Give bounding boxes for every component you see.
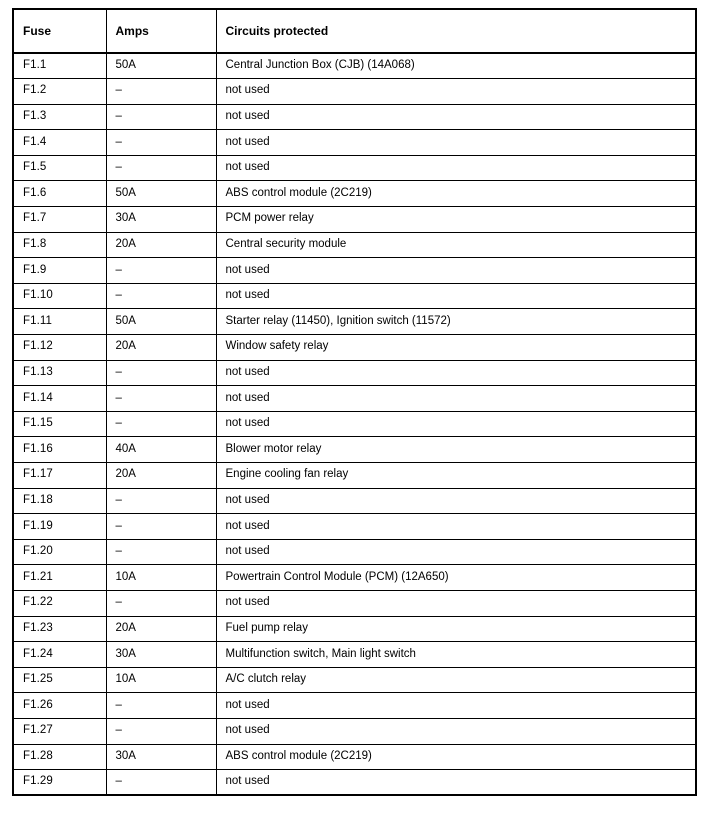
cell-amps: 20A (106, 463, 216, 489)
cell-circuit: not used (216, 130, 696, 156)
table-row (13, 437, 696, 463)
cell-amps: – (106, 411, 216, 437)
cell-circuit: PCM power relay (216, 207, 696, 233)
table-header-row (13, 9, 696, 53)
cell-circuit: Starter relay (11450), Ignition switch (11572) (216, 309, 696, 335)
column-header-amps: Amps (106, 9, 216, 53)
cell-amps: 20A (106, 232, 216, 258)
cell-fuse: F1.17 (13, 463, 106, 489)
cell-fuse: F1.5 (13, 155, 106, 181)
cell-amps: – (106, 539, 216, 565)
cell-amps: 50A (106, 181, 216, 207)
table-row (13, 283, 696, 309)
cell-amps: – (106, 130, 216, 156)
cell-fuse: F1.9 (13, 258, 106, 284)
table-row (13, 360, 696, 386)
cell-fuse: F1.3 (13, 104, 106, 130)
cell-circuit: not used (216, 718, 696, 744)
cell-amps: 20A (106, 616, 216, 642)
cell-fuse: F1.14 (13, 386, 106, 412)
table-header (13, 9, 696, 53)
cell-fuse: F1.16 (13, 437, 106, 463)
table-row (13, 693, 696, 719)
cell-circuit: ABS control module (2C219) (216, 181, 696, 207)
table-row (13, 718, 696, 744)
cell-fuse: F1.2 (13, 79, 106, 105)
cell-fuse: F1.1 (13, 53, 106, 79)
cell-circuit: not used (216, 386, 696, 412)
table-row (13, 539, 696, 565)
cell-circuit: not used (216, 539, 696, 565)
cell-amps: – (106, 693, 216, 719)
cell-amps: – (106, 79, 216, 105)
cell-circuit: not used (216, 360, 696, 386)
table-row (13, 744, 696, 770)
cell-amps: – (106, 488, 216, 514)
table-row (13, 309, 696, 335)
table-row (13, 667, 696, 693)
cell-amps: 30A (106, 744, 216, 770)
table-row (13, 79, 696, 105)
cell-amps: 50A (106, 53, 216, 79)
cell-amps: 50A (106, 309, 216, 335)
cell-fuse: F1.20 (13, 539, 106, 565)
cell-amps: – (106, 718, 216, 744)
table-row (13, 232, 696, 258)
table-row (13, 130, 696, 156)
column-header-circuits-protected: Circuits protected (216, 9, 696, 53)
cell-circuit: Engine cooling fan relay (216, 463, 696, 489)
column-header-fuse: Fuse (13, 9, 106, 53)
cell-fuse: F1.23 (13, 616, 106, 642)
cell-circuit: not used (216, 693, 696, 719)
table-body (13, 53, 696, 795)
cell-amps: 10A (106, 565, 216, 591)
cell-amps: – (106, 386, 216, 412)
cell-amps: 20A (106, 335, 216, 361)
cell-circuit: not used (216, 258, 696, 284)
cell-amps: – (106, 514, 216, 540)
table-row (13, 181, 696, 207)
fuse-table (12, 8, 697, 796)
cell-circuit: Central security module (216, 232, 696, 258)
cell-circuit: Fuel pump relay (216, 616, 696, 642)
table-row (13, 335, 696, 361)
cell-circuit: ABS control module (2C219) (216, 744, 696, 770)
cell-circuit: Blower motor relay (216, 437, 696, 463)
table-row (13, 590, 696, 616)
table-row (13, 53, 696, 79)
cell-amps: 30A (106, 642, 216, 668)
cell-amps: – (106, 283, 216, 309)
cell-circuit: not used (216, 411, 696, 437)
table-row (13, 488, 696, 514)
table-row (13, 386, 696, 412)
cell-amps: – (106, 258, 216, 284)
cell-circuit: not used (216, 155, 696, 181)
cell-amps: – (106, 155, 216, 181)
cell-fuse: F1.15 (13, 411, 106, 437)
table-row (13, 642, 696, 668)
table-row (13, 463, 696, 489)
cell-circuit: not used (216, 514, 696, 540)
cell-fuse: F1.26 (13, 693, 106, 719)
cell-fuse: F1.10 (13, 283, 106, 309)
cell-fuse: F1.27 (13, 718, 106, 744)
cell-circuit: Central Junction Box (CJB) (14A068) (216, 53, 696, 79)
cell-fuse: F1.12 (13, 335, 106, 361)
cell-circuit: not used (216, 488, 696, 514)
cell-circuit: A/C clutch relay (216, 667, 696, 693)
cell-circuit: not used (216, 104, 696, 130)
table-row (13, 411, 696, 437)
cell-circuit: Powertrain Control Module (PCM) (12A650) (216, 565, 696, 591)
table-row (13, 770, 696, 796)
table-row (13, 155, 696, 181)
cell-circuit: not used (216, 283, 696, 309)
cell-fuse: F1.6 (13, 181, 106, 207)
cell-fuse: F1.28 (13, 744, 106, 770)
table-row (13, 104, 696, 130)
cell-fuse: F1.18 (13, 488, 106, 514)
cell-amps: – (106, 590, 216, 616)
cell-fuse: F1.13 (13, 360, 106, 386)
cell-fuse: F1.22 (13, 590, 106, 616)
cell-circuit: Window safety relay (216, 335, 696, 361)
cell-fuse: F1.11 (13, 309, 106, 335)
cell-amps: – (106, 104, 216, 130)
table-row (13, 207, 696, 233)
table-row (13, 514, 696, 540)
cell-amps: – (106, 360, 216, 386)
cell-circuit: not used (216, 590, 696, 616)
cell-fuse: F1.29 (13, 770, 106, 796)
cell-fuse: F1.21 (13, 565, 106, 591)
cell-circuit: not used (216, 79, 696, 105)
cell-fuse: F1.25 (13, 667, 106, 693)
cell-fuse: F1.19 (13, 514, 106, 540)
cell-amps: 30A (106, 207, 216, 233)
table-row (13, 565, 696, 591)
cell-amps: 10A (106, 667, 216, 693)
table-row (13, 616, 696, 642)
cell-amps: – (106, 770, 216, 796)
cell-fuse: F1.7 (13, 207, 106, 233)
cell-fuse: F1.4 (13, 130, 106, 156)
table-row (13, 258, 696, 284)
cell-fuse: F1.8 (13, 232, 106, 258)
cell-amps: 40A (106, 437, 216, 463)
cell-fuse: F1.24 (13, 642, 106, 668)
cell-circuit: Multifunction switch, Main light switch (216, 642, 696, 668)
cell-circuit: not used (216, 770, 696, 796)
